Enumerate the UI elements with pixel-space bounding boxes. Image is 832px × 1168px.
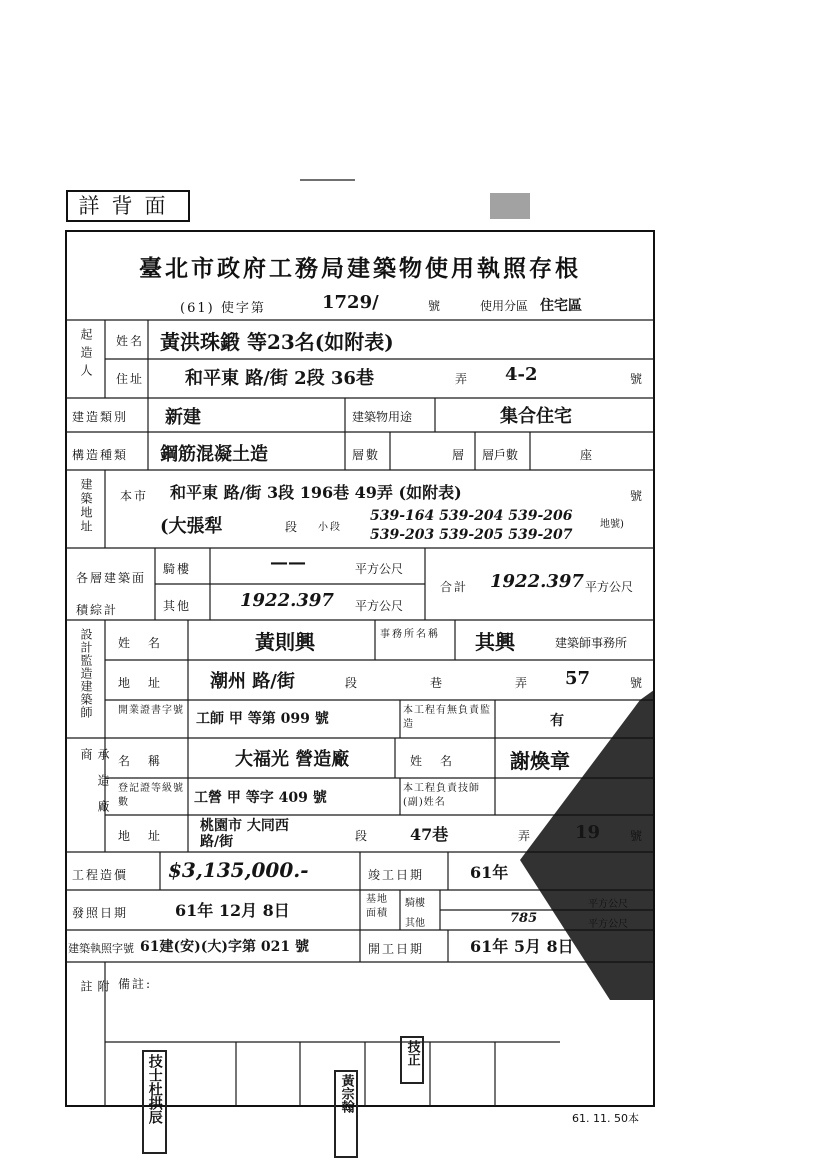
stamp-technician: 技士杜拱辰	[142, 1050, 167, 1154]
contractor-addr-lane-value: 47巷	[410, 825, 449, 844]
permit-no-label: 建築執照字號	[68, 942, 134, 955]
site-road-value: 和平東 路/街 3段 196巷 49弄 (如附表)	[170, 483, 462, 502]
floors-value: 層	[452, 448, 467, 462]
remark-label: 備註:	[118, 977, 153, 991]
area-floor-label: 騎樓	[163, 562, 192, 576]
cost-label: 工程造價	[72, 868, 129, 882]
area-floor-value: ——	[270, 552, 306, 573]
area-total-value: 1922.397	[490, 571, 584, 592]
contractor-addr-alley-label: 弄	[518, 829, 533, 843]
permit-no-value: 61建(安)(大)字第 021 號	[140, 939, 309, 955]
base-floor-label: 騎樓	[405, 898, 425, 909]
permit-number: 1729/	[322, 292, 379, 313]
area-floor-unit: 平方公尺	[355, 562, 404, 576]
architect-addr-lane-label: 巷	[430, 676, 445, 690]
start-label: 開工日期	[368, 942, 425, 956]
issue-label: 發照日期	[72, 906, 129, 920]
contractor-addr-suffix: 號	[630, 829, 645, 843]
site-lot-label: 段	[285, 520, 300, 534]
cost-value: $3,135,000.-	[168, 858, 309, 882]
notes-section-label: 附註	[79, 980, 110, 1062]
stamp-approver: 黃宗翰	[334, 1070, 358, 1158]
architect-addr-no-value: 57	[565, 668, 591, 689]
area-total-label: 合計	[440, 580, 469, 594]
applicant-addr-suffix: 號	[630, 372, 645, 386]
zone-label: 使用分區	[480, 299, 529, 313]
contractor-section-label: 承造廠商	[79, 748, 110, 826]
architect-name-value: 黃則興	[255, 630, 315, 654]
site-lot-sub-label: 小段	[318, 522, 342, 533]
category-value: 新建	[165, 407, 201, 428]
contractor-engineer-label: 本工程負責技師(副)姓名	[403, 783, 480, 808]
contractor-person-label: 姓名	[410, 754, 471, 768]
applicant-name-label: 姓名	[116, 334, 145, 348]
architect-license-value: 工師 甲 等第 099 號	[196, 711, 329, 727]
completion-value: 61年	[470, 863, 509, 882]
site-city-label: 本市	[120, 489, 149, 503]
applicant-addr-no-value: 4-2	[505, 364, 538, 385]
contractor-name-value: 大福光 營造廠	[235, 749, 350, 770]
architect-office-label: 事務所名稱	[380, 629, 440, 640]
use-value: 集合住宅	[500, 406, 572, 427]
units-value: 座	[580, 448, 595, 462]
architect-office-suffix: 建築師事務所	[555, 636, 628, 650]
area-other-unit: 平方公尺	[355, 599, 404, 613]
applicant-section-label: 起造人	[79, 328, 93, 382]
document-tag: 詳背面	[66, 190, 190, 222]
contractor-license-label: 登記證等級號數	[118, 783, 184, 808]
area-total-unit: 平方公尺	[585, 580, 634, 594]
units-label: 層戶數	[482, 448, 519, 462]
architect-name-label: 姓名	[118, 636, 179, 650]
contractor-person-value: 謝煥章	[510, 749, 570, 773]
architect-addr-suffix: 號	[630, 676, 645, 690]
area-other-value: 1922.397	[240, 590, 334, 611]
architect-supervisor-label: 本工程有無負責監造	[403, 705, 491, 730]
issue-value: 61年 12月 8日	[175, 901, 290, 920]
applicant-addr-label: 住址	[116, 372, 145, 386]
architect-section-label: 設計監造建築師	[79, 628, 93, 719]
applicant-name-value: 黃洪珠鍛 等23名(如附表)	[160, 330, 394, 354]
form-code: 61. 11. 50本	[572, 1112, 639, 1125]
category-label: 建造類別	[72, 410, 129, 424]
base-other-unit: 平方公尺	[588, 919, 628, 930]
site-road-suffix: 號	[630, 489, 645, 503]
architect-addr-sec-label: 段	[345, 676, 360, 690]
architect-addr-label: 地址	[118, 676, 179, 690]
base-other-label: 其他	[405, 918, 425, 929]
applicant-addr-value: 和平東 路/街 2段 36巷	[185, 368, 374, 389]
contractor-name-label: 名稱	[118, 754, 179, 768]
contractor-addr-sec-label: 段	[355, 829, 370, 843]
permit-prefix: (61) 使字第	[180, 301, 266, 316]
architect-office-value: 其興	[475, 630, 515, 654]
site-lot-value: (大張犁	[160, 516, 223, 537]
site-section-label: 建築地址	[79, 478, 93, 534]
floors-label: 層數	[352, 448, 381, 462]
site-lot-numbers-1: 539-164 539-204 539-206	[370, 508, 573, 524]
contractor-addr-value: 桃園市 大同西 路/街	[200, 818, 289, 850]
applicant-addr-no-label: 弄	[455, 372, 470, 386]
base-floor-unit: 平方公尺	[588, 899, 628, 910]
architect-license-label: 開業證書字號	[118, 705, 184, 716]
contractor-license-value: 工營 甲 等字 409 號	[194, 790, 327, 806]
form-title: 臺北市政府工務局建築物使用執照存根	[139, 255, 581, 282]
contractor-addr-no-value: 19	[575, 822, 601, 843]
area-other-label: 其他	[163, 599, 192, 613]
architect-addr-alley-label: 弄	[515, 676, 530, 690]
permit-suffix: 號	[428, 299, 443, 313]
architect-addr-value: 潮州 路/街	[210, 671, 295, 692]
structure-label: 構造種類	[72, 448, 129, 462]
zone-value: 住宅區	[540, 298, 582, 314]
contractor-addr-label: 地址	[118, 829, 179, 843]
start-value: 61年 5月 8日	[470, 937, 574, 956]
structure-value: 鋼筋混凝土造	[160, 444, 268, 465]
architect-supervisor-value: 有	[550, 713, 564, 729]
base-label: 基地面積	[366, 894, 388, 919]
site-lot-suffix: 地號)	[600, 519, 624, 530]
base-other-value: 785	[510, 911, 538, 926]
site-lot-numbers-2: 539-203 539-205 539-207	[370, 527, 573, 543]
stamp-chief-engineer: 技正	[400, 1036, 424, 1084]
use-label: 建築物用途	[352, 410, 413, 424]
completion-label: 竣工日期	[368, 868, 425, 882]
area-section-label: 各層建築面積綜計	[76, 571, 147, 617]
